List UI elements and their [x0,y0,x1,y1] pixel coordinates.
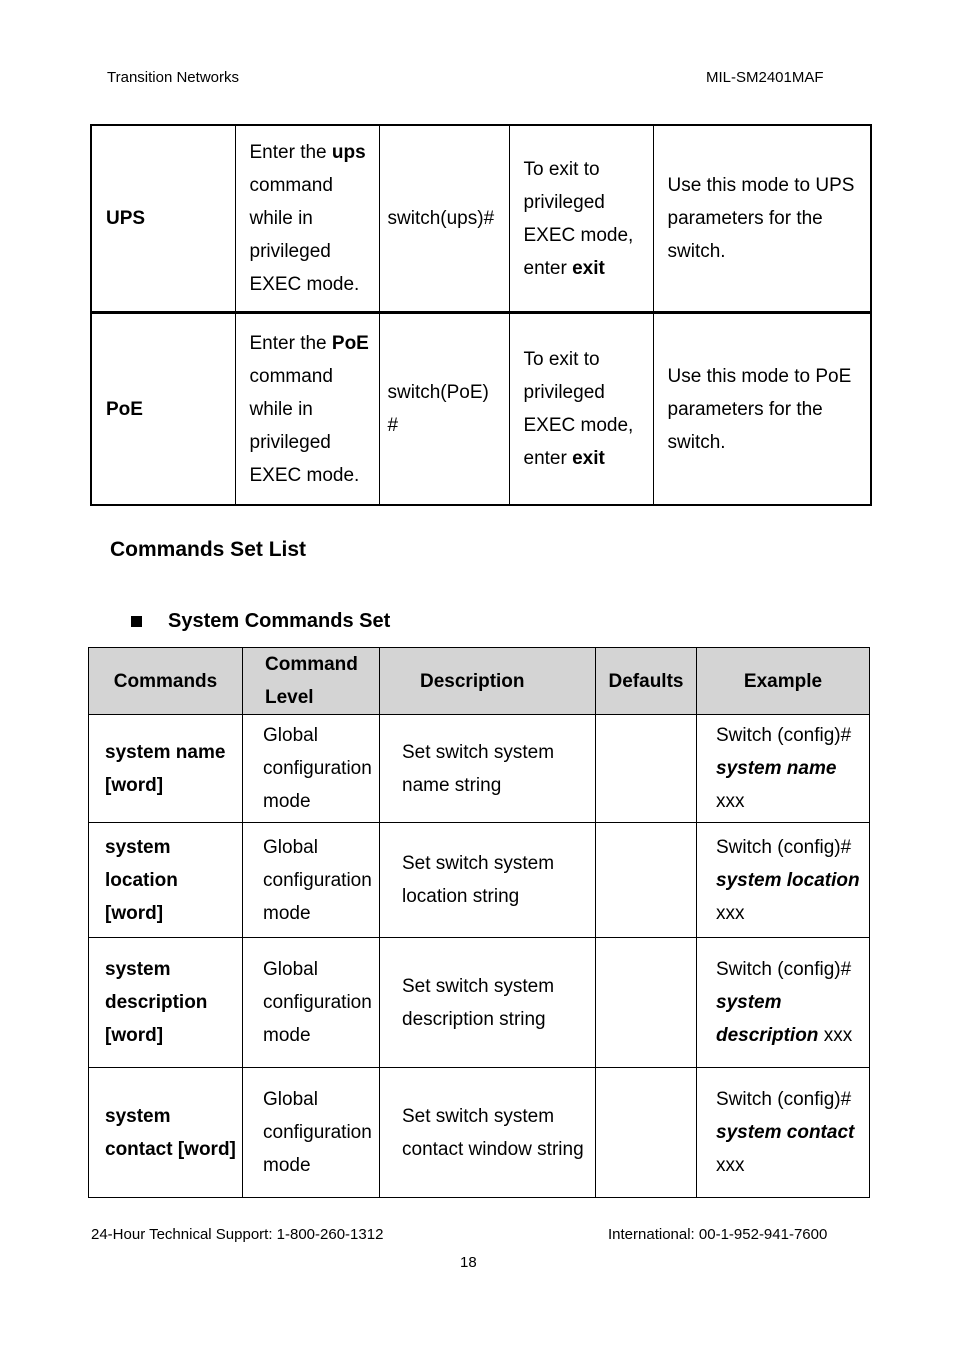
example-command: system contact [716,1122,855,1143]
mode-access-command: ups [331,142,366,163]
example-command: system location [716,869,860,891]
command-description: Set switch system name string [380,715,596,823]
mode-name: PoE [91,313,235,506]
mode-access: Enter the ups command while in privileged EXEC mode. [235,125,379,313]
table-row [89,823,870,938]
example-command: system name [716,758,837,779]
example-command: system description [716,992,819,1046]
command-syntax: system name [word] [89,715,243,823]
mode-exit: To exit to privileged EXEC mode, enter exit [509,313,653,506]
header-model: MIL-SM2401MAF [706,69,824,86]
command-syntax: system description [word] [89,938,243,1068]
footer-support: 24-Hour Technical Support: 1-800-260-1312 [91,1226,384,1243]
commands-header-row [89,648,870,715]
command-level: Global configuration mode [243,938,380,1068]
header-example: Example [697,648,870,715]
mode-exit: To exit to privileged EXEC mode, enter exit [509,125,653,313]
header-description: Description [380,648,596,715]
command-defaults [596,938,697,1068]
mode-access-command: PoE [331,332,369,354]
command-level: Global configuration mode [243,1068,380,1198]
command-example: Switch (config)# system contact xxx [697,1068,870,1198]
header-commands: Commands [89,648,243,715]
page-number: 18 [460,1254,477,1271]
section-title: Commands Set List [110,538,307,561]
command-defaults [596,823,697,938]
mode-access: Enter the PoE command while in privileged EXEC mode. [235,313,379,506]
header-company: Transition Networks [107,69,239,86]
footer-international: International: 00-1-952-941-7600 [608,1226,828,1243]
command-defaults [596,1068,697,1198]
mode-exit-command: exit [572,448,605,469]
command-defaults [596,715,697,823]
mode-table [90,124,872,506]
mode-about: Use this mode to PoE parameters for the switch. [653,313,871,506]
table-row [89,938,870,1068]
command-syntax: system location [word] [89,823,243,938]
command-example: Switch (config)# system name xxx [697,715,870,823]
command-level: Global configuration mode [243,715,380,823]
table-row [89,1068,870,1198]
command-description: Set switch system description string [380,938,596,1068]
mode-prompt: switch(PoE) # [379,313,509,506]
square-bullet-icon [131,616,142,627]
table-row [89,715,870,823]
mode-name: UPS [91,125,235,313]
mode-row-poe [91,313,871,506]
command-level: Global configuration mode [243,823,380,938]
command-description: Set switch system contact window string [380,1068,596,1198]
command-syntax: system contact [word] [89,1068,243,1198]
command-description: Set switch system location string [380,823,596,938]
mode-exit-command: exit [572,257,605,279]
subsection-title: System Commands Set [168,610,391,632]
header-defaults: Defaults [596,648,697,715]
header-command-level: Command Level [243,648,380,715]
mode-prompt: switch(ups)# [379,125,509,313]
mode-about: Use this mode to UPS parameters for the switch. [653,125,871,313]
command-example: Switch (config)# system description xxx [697,938,870,1068]
mode-row-ups [91,125,871,313]
command-example: Switch (config)# system location xxx [697,823,870,938]
commands-table [88,647,870,1198]
